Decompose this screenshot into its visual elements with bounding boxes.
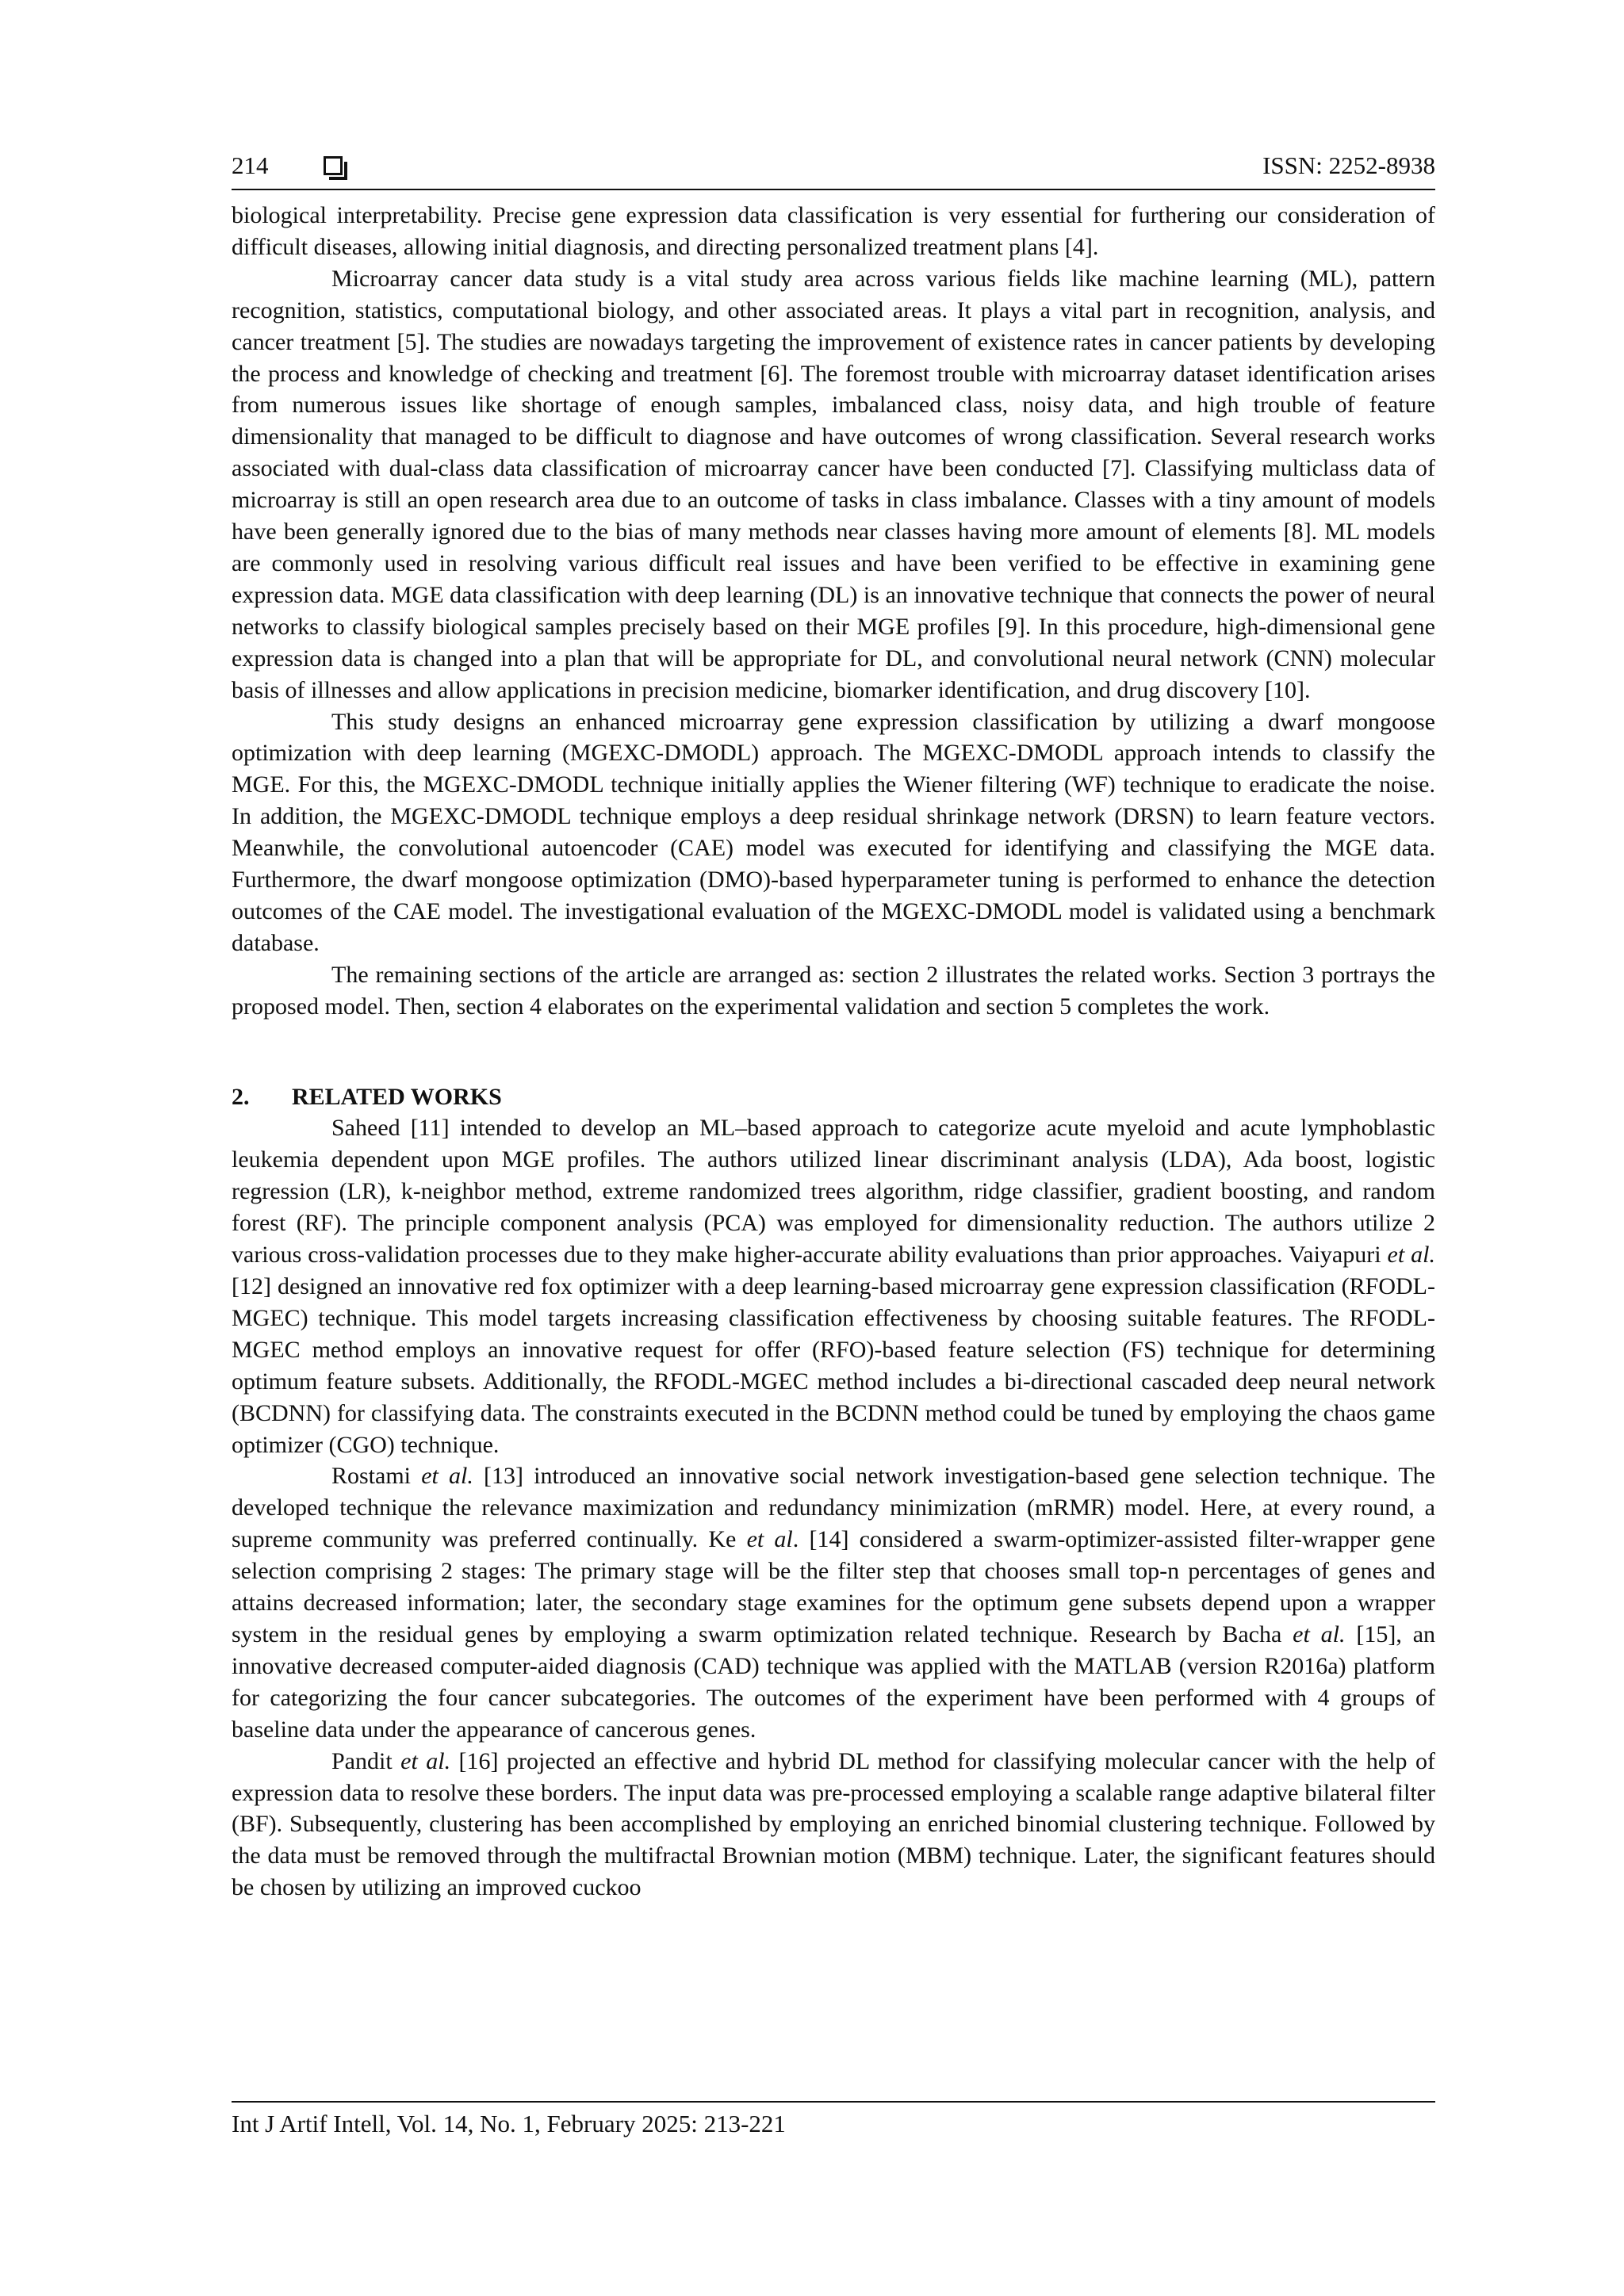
article-body: [232, 200, 1435, 1904]
section-number: 2.: [232, 1083, 250, 1110]
related-paragraph-2: [232, 1460, 1435, 1745]
related-p2-text-4: [15], an innovative decreased computer-aided diagnosis (CAD) technique was applied with the MATLAB (version R2016a) platform for categorizing the four cancer subcategories. The outcomes of the experiment have been performed with 4 groups of baseline data under the appearance of cancerous genes.: [232, 1621, 1436, 1743]
page-number: 214: [232, 151, 269, 179]
intro-paragraph-3: This study designs an enhanced microarray gene expression classification by utilizing a dwarf mongoose optimization with deep learning (MGEXC-DMODL) approach. The MGEXC-DMODL approach intends to classify the MGE. For this, the MGEXC-DMODL technique initially applies the Wiener filtering (WF) technique to eradicate the noise. In addition, the MGEXC-DMODL technique employs a deep residual shrinkage network (DRSN) to learn feature vectors. Meanwhile, the convolutional autoencoder (CAE) model was executed for identifying and classifying the MGE data. Furthermore, the dwarf mongoose optimization (DMO)-based hyperparameter tuning is performed to enhance the detection outcomes of the CAE model. The investigational evaluation of the MGEXC-DMODL model is validated using a benchmark database.: [232, 708, 1435, 956]
intro-paragraph-4: The remaining sections of the article are arranged as: section 2 illustrates the related works. Section 3 portrays the proposed model. Then, section 4 elaborates on the experimental validation and section 5 completes the work.: [232, 961, 1435, 1020]
checkbox-square-icon: [324, 156, 343, 175]
related-p2-etal-3: et al.: [1293, 1621, 1346, 1647]
related-p1-text-2: [12] designed an innovative red fox optimizer with a deep learning-based microarray gene expression classification (RFODL-MGEC) technique. This model targets increasing classification effectiveness by choosing suitable features. The RFODL-MGEC method employs an innovative request for offer (RFO)-based feature selection (FS) technique for determining optimum feature subsets. Additionally, the RFODL-MGEC method includes a bi-directional cascaded deep neural network (BCDNN) for classifying data. The constraints executed in the BCDNN method could be tuned by employing the chaos game optimizer (CGO) technique.: [232, 1273, 1435, 1458]
intro-paragraph-2: Microarray cancer data study is a vital study area across various fields like machine learning (ML), pattern recognition, statistics, computational biology, and other associated areas. It plays a vital part in recognition, analysis, and cancer treatment [5]. The studies are nowadays targeting the improvement of existence rates in cancer patients by developing the process and knowledge of checking and treatment [6]. The foremost trouble with microarray dataset identification arises from numerous issues like shortage of enough samples, imbalanced class, noisy data, and high trouble of feature dimensionality that managed to be difficult to diagnose and have outcomes of wrong classification. Several research works associated with dual-class data classification of microarray cancer have been conducted [7]. Classifying multiclass data of microarray is still an open research area due to an outcome of tasks in class imbalance. Classes with a tiny amount of models have been generally ignored due to the bias of many methods near classes having more amount of elements [8]. ML models are commonly used in resolving various difficult real issues and have been verified to be effective in examining gene expression data. MGE data classification with deep learning (DL) is an innovative technique that connects the power of neural networks to classify biological samples precisely based on their MGE profiles [9]. In this procedure, high-dimensional gene expression data is changed into a plan that will be appropriate for DL, and convolutional neural network (CNN) molecular basis of illnesses and allow applications in precision medicine, biomarker identification, and drug discovery [10].: [232, 265, 1435, 703]
header-left: [232, 151, 343, 181]
related-p2-etal-2: et al: [746, 1526, 793, 1553]
page-footer: [232, 2101, 1435, 2139]
page: [232, 151, 1435, 1904]
related-p1-text-1: Saheed [11] intended to develop an ML–based approach to categorize acute myeloid and acute lymphoblastic leukemia dependent upon MGE profiles. The authors utilized linear discriminant analysis (LDA), Ada boost, logistic regression (LR), k-neighbor method, extreme randomized trees algorithm, ridge classifier, gradient boosting, and random forest (RF). The principle component analysis (PCA) was employed for dimensionality reduction. The authors utilize 2 various cross-validation processes due to they make higher-accurate ability evaluations than prior approaches. Vaiyapuri: [232, 1115, 1435, 1269]
page-header: [232, 151, 1435, 190]
related-p2-text-1: Rostami: [331, 1463, 422, 1490]
issn-label: ISSN: 2252-8938: [1262, 151, 1435, 179]
related-p1-etal: et al.: [1387, 1242, 1435, 1269]
related-p3-text-2: [16] projected an effective and hybrid DL method for classifying molecular cancer with the help of expression data to resolve these borders. The input data was pre-processed employing a scalable range adaptive bilateral filter (BF). Subsequently, clustering has been accomplished by employing an enriched binomial clustering technique. Followed by the data must be removed through the multifractal Brownian motion (MBM) technique. Later, the significant features should be chosen by utilizing an improved cuckoo: [232, 1747, 1435, 1901]
related-paragraph-1: [232, 1112, 1435, 1460]
related-p2-text-3: . [14] considered a swarm-optimizer-assisted filter-wrapper gene selection comprising 2 stages: The primary stage will be the filter step that chooses small top-n percentages of genes and attains decreased information; later, the secondary stage examines for the optimum gene subsets depend upon a wrapper system in the residual genes by employing a swarm optimization related technique. Research by Bacha: [232, 1526, 1435, 1647]
related-paragraph-3: [232, 1746, 1435, 1904]
related-p2-etal-1: et al.: [421, 1463, 473, 1490]
section-title: RELATED WORKS: [292, 1083, 502, 1110]
related-p3-text-1: Pandit: [331, 1747, 401, 1774]
intro-paragraph-1: biological interpretability. Precise gene expression data classification is very essential for furthering our consideration of difficult diseases, allowing initial diagnosis, and directing personalized treatment plans [4].: [232, 202, 1435, 260]
section-heading: [232, 1081, 1435, 1113]
related-p3-etal: et al.: [400, 1747, 451, 1774]
related-p2-text-2: [13] introduced an innovative social network investigation-based gene selection technique. The developed technique the relevance maximization and redundancy minimization (mRMR) model. Here, at every round, a supreme community was preferred continually. Ke: [232, 1463, 1435, 1553]
journal-citation: Int J Artif Intell, Vol. 14, No. 1, February 2025: 213-221: [232, 2110, 786, 2137]
